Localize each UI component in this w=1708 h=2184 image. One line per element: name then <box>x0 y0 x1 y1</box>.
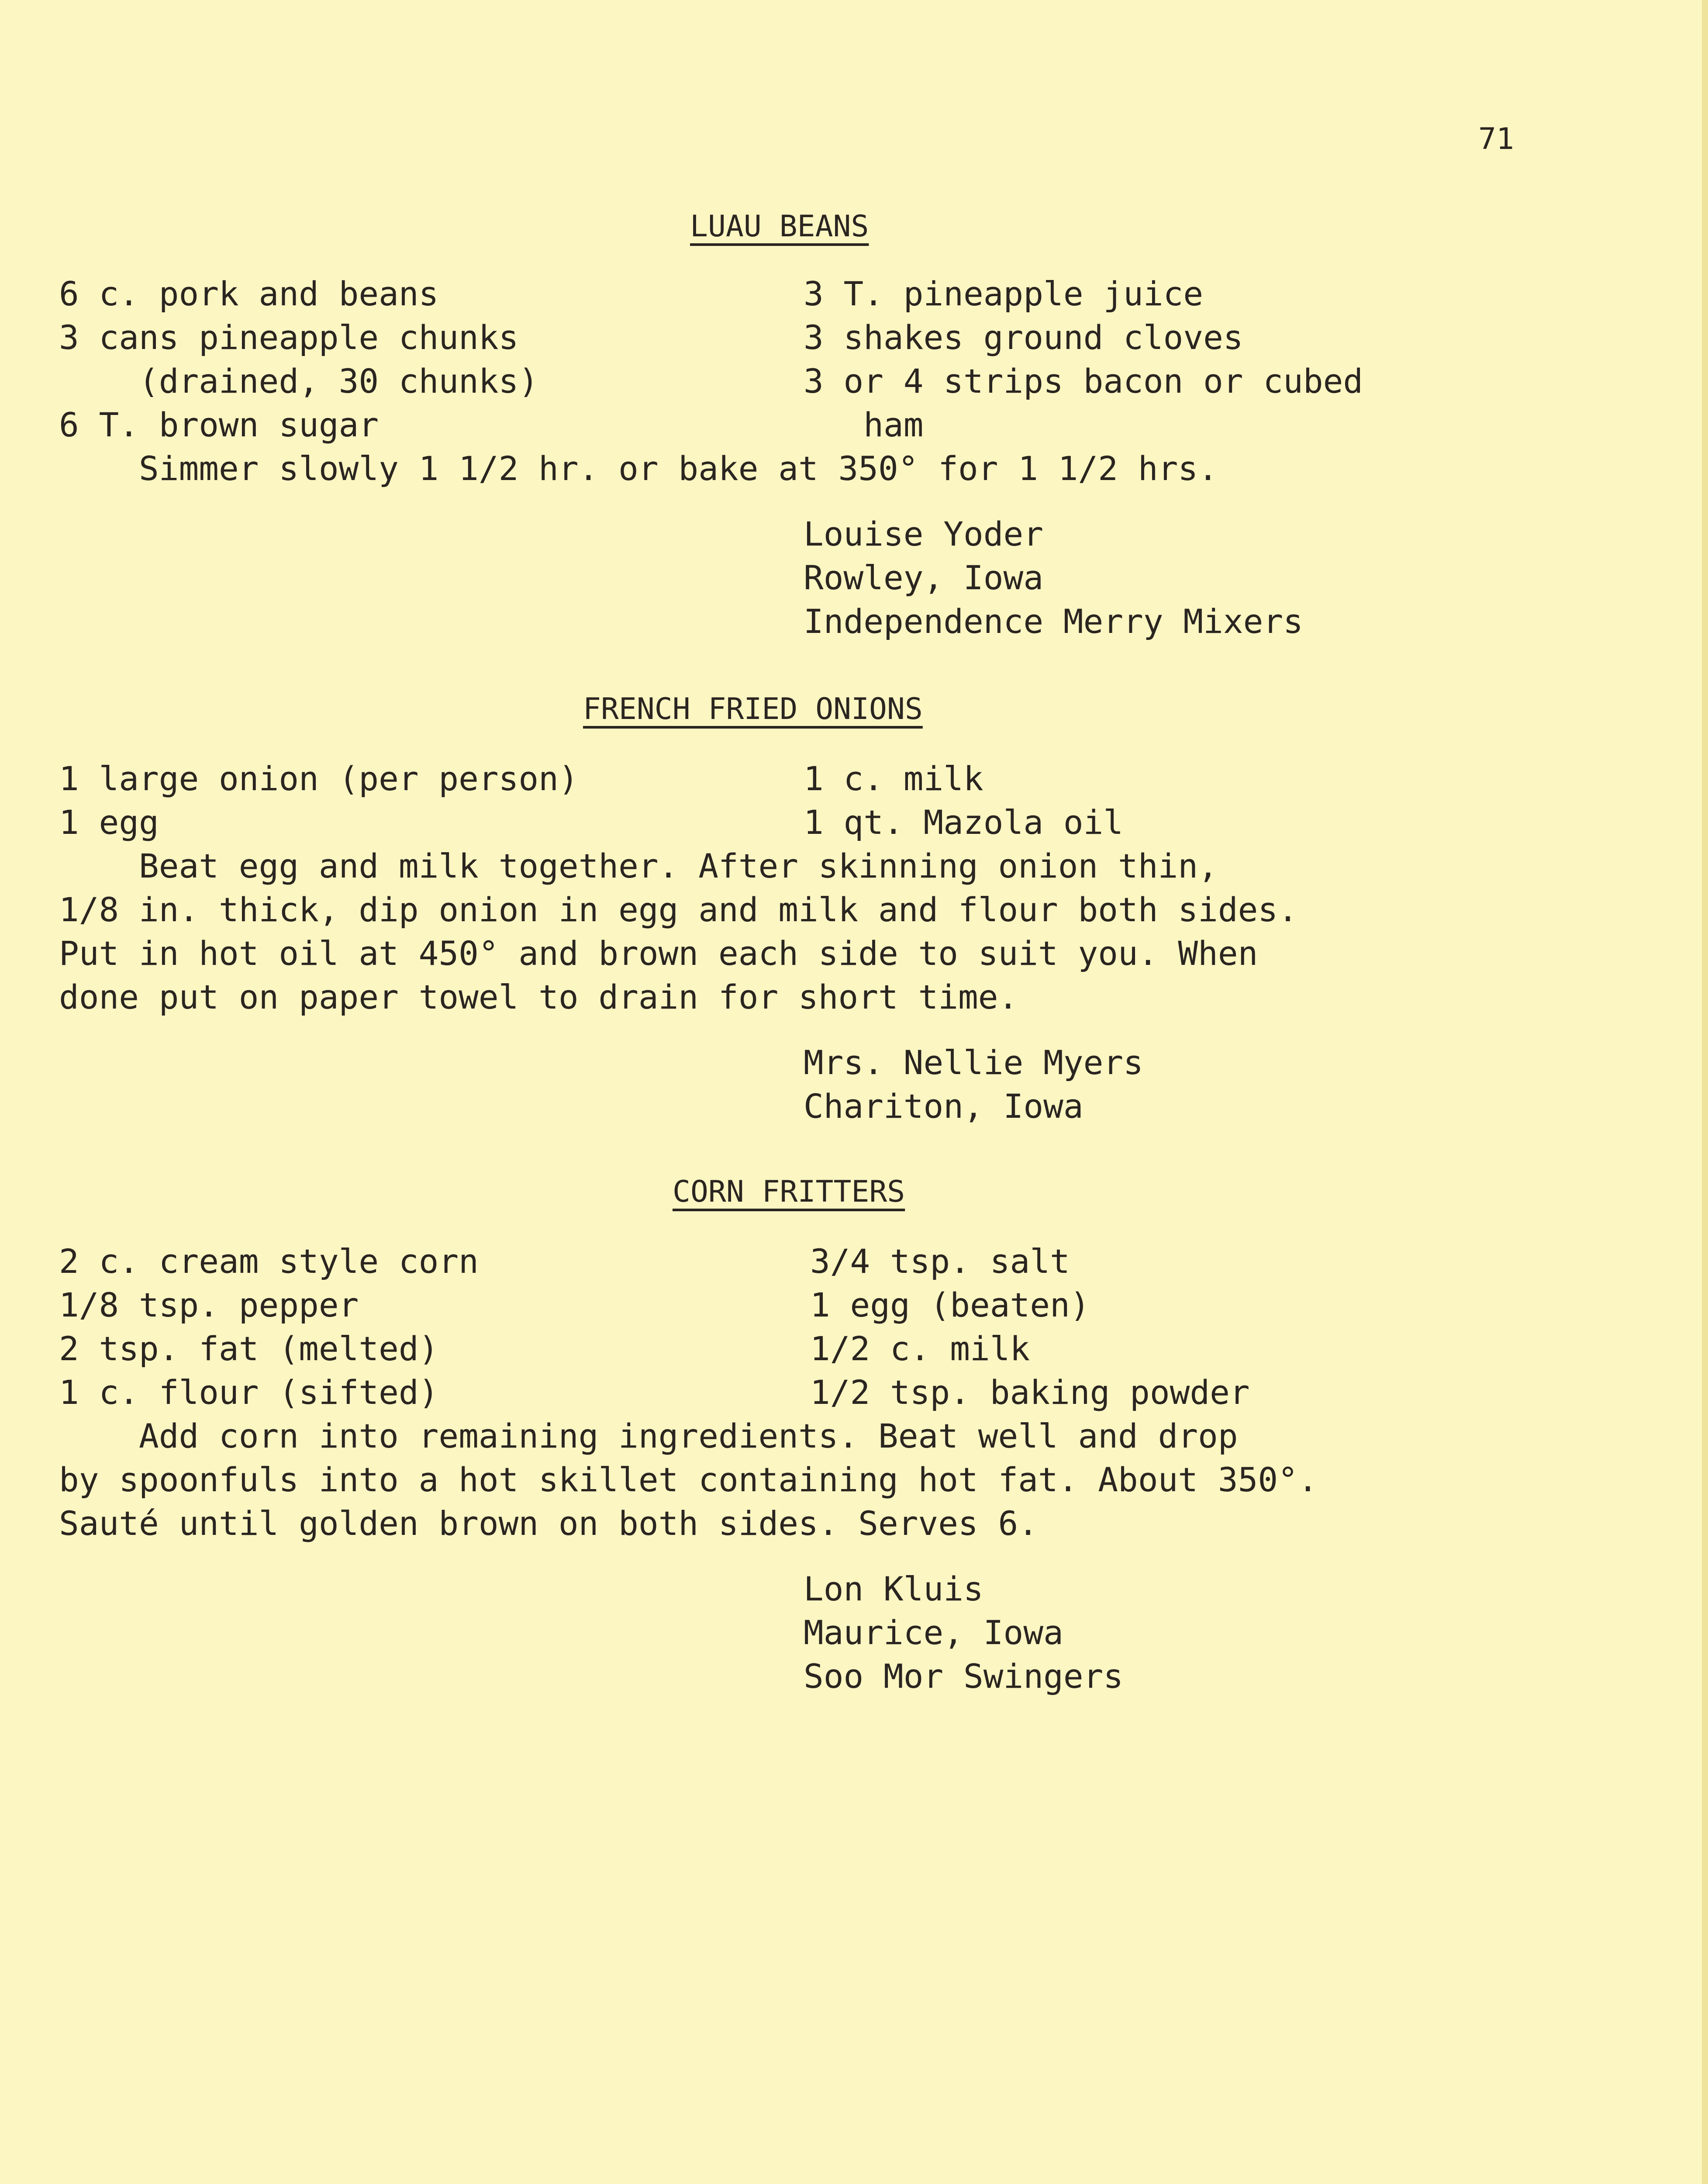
ingredient-left-4: 1 c. flour (sifted) <box>59 1373 439 1412</box>
ingredient-right-2: 1 egg (beaten) <box>810 1286 1090 1324</box>
page-edge <box>1702 0 1708 2184</box>
ingredient-left-2: 1/8 tsp. pepper <box>59 1286 359 1324</box>
ingredient-left-4: 6 T. brown sugar <box>59 405 379 444</box>
directions-line: by spoonfuls into a hot skillet containing hot fat. About 350°. <box>59 1460 1318 1499</box>
author-name: Louise Yoder <box>804 515 1044 553</box>
ingredient-right-1: 3/4 tsp. salt <box>810 1242 1070 1281</box>
ingredient-left-1: 6 c. pork and beans <box>59 274 439 313</box>
ingredient-right-3: 3 or 4 strips bacon or cubed <box>804 362 1363 401</box>
ingredient-right-2: 1 qt. Mazola oil <box>804 803 1124 842</box>
ingredient-right-1: 3 T. pineapple juice <box>804 274 1204 313</box>
ingredient-right-4: 1/2 tsp. baking powder <box>810 1373 1250 1412</box>
ingredient-left-1: 1 large onion (per person) <box>59 759 579 798</box>
author-name: Mrs. Nellie Myers <box>804 1043 1143 1082</box>
directions-line: done put on paper towel to drain for short time. <box>59 978 1018 1016</box>
directions-line: Add corn into remaining ingredients. Beat well and drop <box>59 1417 1238 1455</box>
recipe-title-corn-fritters: CORN FRITTERS <box>673 1175 905 1209</box>
directions-line: Put in hot oil at 450° and brown each side to suit you. When <box>59 934 1258 973</box>
ingredient-right-3: 1/2 c. milk <box>810 1329 1030 1368</box>
directions-line: Simmer slowly 1 1/2 hr. or bake at 350° for 1 1/2 hrs. <box>59 449 1218 488</box>
author-location: Maurice, Iowa <box>804 1613 1063 1652</box>
ingredient-right-1: 1 c. milk <box>804 759 983 798</box>
recipe-title-luau-beans: LUAU BEANS <box>690 209 869 244</box>
author-club: Independence Merry Mixers <box>804 602 1303 641</box>
ingredient-left-3: (drained, 30 chunks) <box>59 362 539 401</box>
ingredient-right-2: 3 shakes ground cloves <box>804 318 1243 357</box>
directions-line: 1/8 in. thick, dip onion in egg and milk and flour both sides. <box>59 890 1298 929</box>
ingredient-left-2: 3 cans pineapple chunks <box>59 318 519 357</box>
directions-line: Beat egg and milk together. After skinning onion thin, <box>59 847 1218 885</box>
author-club: Soo Mor Swingers <box>804 1657 1124 1696</box>
author-name: Lon Kluis <box>804 1569 983 1608</box>
ingredient-left-2: 1 egg <box>59 803 159 842</box>
ingredient-right-4: ham <box>804 405 924 444</box>
author-location: Chariton, Iowa <box>804 1087 1083 1126</box>
author-location: Rowley, Iowa <box>804 558 1044 597</box>
recipe-title-french-fried-onions: FRENCH FRIED ONIONS <box>583 692 923 726</box>
directions-line: Sauté until golden brown on both sides. Serves 6. <box>59 1504 1039 1543</box>
ingredient-left-1: 2 c. cream style corn <box>59 1242 479 1281</box>
ingredient-left-3: 2 tsp. fat (melted) <box>59 1329 439 1368</box>
page-number: 71 <box>1478 122 1514 156</box>
